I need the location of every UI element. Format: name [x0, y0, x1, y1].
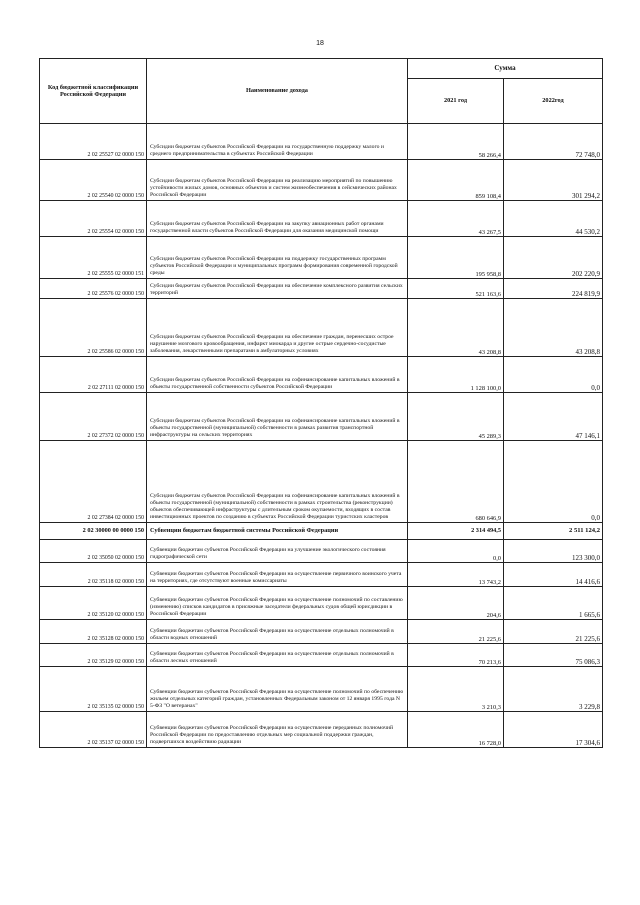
row-value-2021: 1 128 100,0	[408, 357, 504, 393]
row-value-2022: 75 086,3	[504, 644, 603, 667]
row-code: 2 02 35120 02 0000 150	[40, 587, 147, 620]
row-name: Субсидии бюджетам субъектов Российской Федерации на софинансирование капитальных вложений в объекты государственной (муниципальной) собственности в рамках строительства (реконструкции) объектов обеспечивающей инфраструктуры с длительным сроком окупаемости, входящих в состав инвестиционных проектов по созданию в субъектах Российской Федерации туристских кластеров	[147, 441, 408, 523]
row-name: Субвенции бюджетам субъектов Российской Федерации на осуществление полномочий по составлению (изменению) списков кандидатов в присяжные заседатели федеральных судов общей юрисдикции в Российской Федерации	[147, 587, 408, 620]
row-code: 2 02 25540 02 0000 150	[40, 160, 147, 201]
header-year-2022: 2022год	[504, 79, 603, 124]
row-value-2021: 45 289,3	[408, 393, 504, 441]
row-value-2022: 1 665,6	[504, 587, 603, 620]
row-name: Субсидии бюджетам субъектов Российской Федерации на обеспечение граждан, перенесших острое нарушение мозгового кровообращения, инфаркт миокарда и другие острые сердечно-сосудистые заболевания, лекарственными препаратами в амбулаторных условиях	[147, 299, 408, 357]
row-code: 2 02 35050 02 0000 150	[40, 540, 147, 563]
row-value-2021: 43 267,5	[408, 201, 504, 237]
row-value-2021: 2 314 494,5	[408, 523, 504, 540]
table-row	[40, 124, 603, 160]
row-name: Субвенции бюджетам бюджетной системы Российской Федерации	[147, 523, 408, 540]
row-code: 2 02 27372 02 0000 150	[40, 393, 147, 441]
row-name: Субсидии бюджетам субъектов Российской Федерации на закупку авиационных работ органами государственной власти субъектов Российской Федерации для оказания медицинской помощи	[147, 201, 408, 237]
row-value-2022: 21 225,6	[504, 620, 603, 644]
row-value-2022: 224 819,9	[504, 279, 603, 299]
row-code: 2 02 25576 02 0000 150	[40, 279, 147, 299]
row-name: Субвенции бюджетам субъектов Российской Федерации на улучшение экологического состояния гидрографической сети	[147, 540, 408, 563]
table-row	[40, 160, 603, 201]
row-value-2022: 72 748,0	[504, 124, 603, 160]
table-row	[40, 357, 603, 393]
row-code: 2 02 27111 02 0000 150	[40, 357, 147, 393]
row-value-2021: 204,6	[408, 587, 504, 620]
table-body	[40, 124, 603, 748]
row-value-2021: 21 225,6	[408, 620, 504, 644]
row-code: 2 02 25586 02 0000 150	[40, 299, 147, 357]
table-row	[40, 201, 603, 237]
row-value-2021: 3 210,3	[408, 667, 504, 712]
header-name: Наименование дохода	[147, 59, 408, 124]
row-value-2022: 17 304,6	[504, 712, 603, 748]
row-name: Субвенции бюджетам субъектов Российской Федерации на осуществление полномочий по обеспечению жильем отдельных категорий граждан, установленных Федеральным законом от 12 января 1995 года N 5-ФЗ "О ветеранах"	[147, 667, 408, 712]
page-number: 18	[316, 40, 324, 47]
row-name: Субсидии бюджетам субъектов Российской Федерации на реализацию мероприятий по повышению устойчивости жилых домов, основных объектов и систем жизнеобеспечения в сейсмических районах Российской Федерации	[147, 160, 408, 201]
table-row	[40, 279, 603, 299]
row-code: 2 02 35118 02 0000 150	[40, 563, 147, 587]
row-name: Субсидии бюджетам субъектов Российской Федерации на поддержку государственных программ субъектов Российской Федерации и муниципальных программ формирования современной городской среды	[147, 237, 408, 279]
row-name: Субвенции бюджетам субъектов Российской Федерации на осуществление первичного воинского учета на территориях, где отсутствуют военные комиссариаты	[147, 563, 408, 587]
row-name: Субвенции бюджетам субъектов Российской Федерации на осуществление отдельных полномочий в области лесных отношений	[147, 644, 408, 667]
table-row	[40, 523, 603, 540]
row-value-2021: 43 208,8	[408, 299, 504, 357]
row-code: 2 02 35135 02 0000 150	[40, 667, 147, 712]
row-value-2022: 0,0	[504, 441, 603, 523]
table-row	[40, 644, 603, 667]
row-value-2022: 2 511 124,2	[504, 523, 603, 540]
row-value-2021: 58 266,4	[408, 124, 504, 160]
row-name: Субсидии бюджетам субъектов Российской Федерации на государственную поддержку малого и среднего предпринимательства в субъектах Российской Федерации	[147, 124, 408, 160]
row-code: 2 02 27384 02 0000 150	[40, 441, 147, 523]
row-value-2021: 680 646,9	[408, 441, 504, 523]
row-value-2022: 301 294,2	[504, 160, 603, 201]
table-row	[40, 393, 603, 441]
row-value-2022: 14 416,6	[504, 563, 603, 587]
table-row	[40, 540, 603, 563]
row-code: 2 02 35128 02 0000 150	[40, 620, 147, 644]
row-value-2022: 0,0	[504, 357, 603, 393]
header-sum: Сумма	[408, 59, 603, 79]
row-value-2022: 123 300,0	[504, 540, 603, 563]
row-code: 2 02 25555 02 0000 151	[40, 237, 147, 279]
row-name: Субвенции бюджетам субъектов Российской Федерации на осуществление переданных полномочий Российской Федерации по предоставлению отдельных мер социальной поддержки граждан, подвергшихся воздействию радиации	[147, 712, 408, 748]
table-row	[40, 441, 603, 523]
row-name: Субсидии бюджетам субъектов Российской Федерации на обеспечение комплексного развития сельских территорий	[147, 279, 408, 299]
row-code: 2 02 35129 02 0000 150	[40, 644, 147, 667]
header-code: Код бюджетной классификации Российской Федерации	[40, 59, 147, 124]
row-value-2021: 70 213,6	[408, 644, 504, 667]
row-value-2021: 13 743,2	[408, 563, 504, 587]
row-name: Субвенции бюджетам субъектов Российской Федерации на осуществление отдельных полномочий в области водных отношений	[147, 620, 408, 644]
row-value-2022: 47 146,1	[504, 393, 603, 441]
table-row	[40, 237, 603, 279]
table-row	[40, 299, 603, 357]
row-name: Субсидии бюджетам субъектов Российской Федерации на софинансирование капитальных вложений в объекты государственной собственности субъектов Российской Федерации	[147, 357, 408, 393]
row-value-2021: 0,0	[408, 540, 504, 563]
row-value-2022: 202 220,9	[504, 237, 603, 279]
table-row	[40, 620, 603, 644]
row-value-2021: 16 728,0	[408, 712, 504, 748]
table-row	[40, 587, 603, 620]
row-code: 2 02 30000 00 0000 150	[40, 523, 147, 540]
table-row	[40, 563, 603, 587]
header-year-2021: 2021 год	[408, 79, 504, 124]
row-value-2022: 3 229,8	[504, 667, 603, 712]
row-value-2021: 195 958,8	[408, 237, 504, 279]
row-code: 2 02 25527 02 0000 150	[40, 124, 147, 160]
row-value-2021: 859 108,4	[408, 160, 504, 201]
revenue-table	[39, 58, 603, 748]
row-code: 2 02 35137 02 0000 150	[40, 712, 147, 748]
row-name: Субсидии бюджетам субъектов Российской Федерации на софинансирование капитальных вложений в объекты государственной (муниципальной) собственности в рамках развития транспортной инфраструктуры на сельских территориях	[147, 393, 408, 441]
row-value-2021: 521 163,6	[408, 279, 504, 299]
table-row	[40, 667, 603, 712]
row-value-2022: 44 530,2	[504, 201, 603, 237]
table-row	[40, 712, 603, 748]
row-value-2022: 43 208,8	[504, 299, 603, 357]
row-code: 2 02 25554 02 0000 150	[40, 201, 147, 237]
